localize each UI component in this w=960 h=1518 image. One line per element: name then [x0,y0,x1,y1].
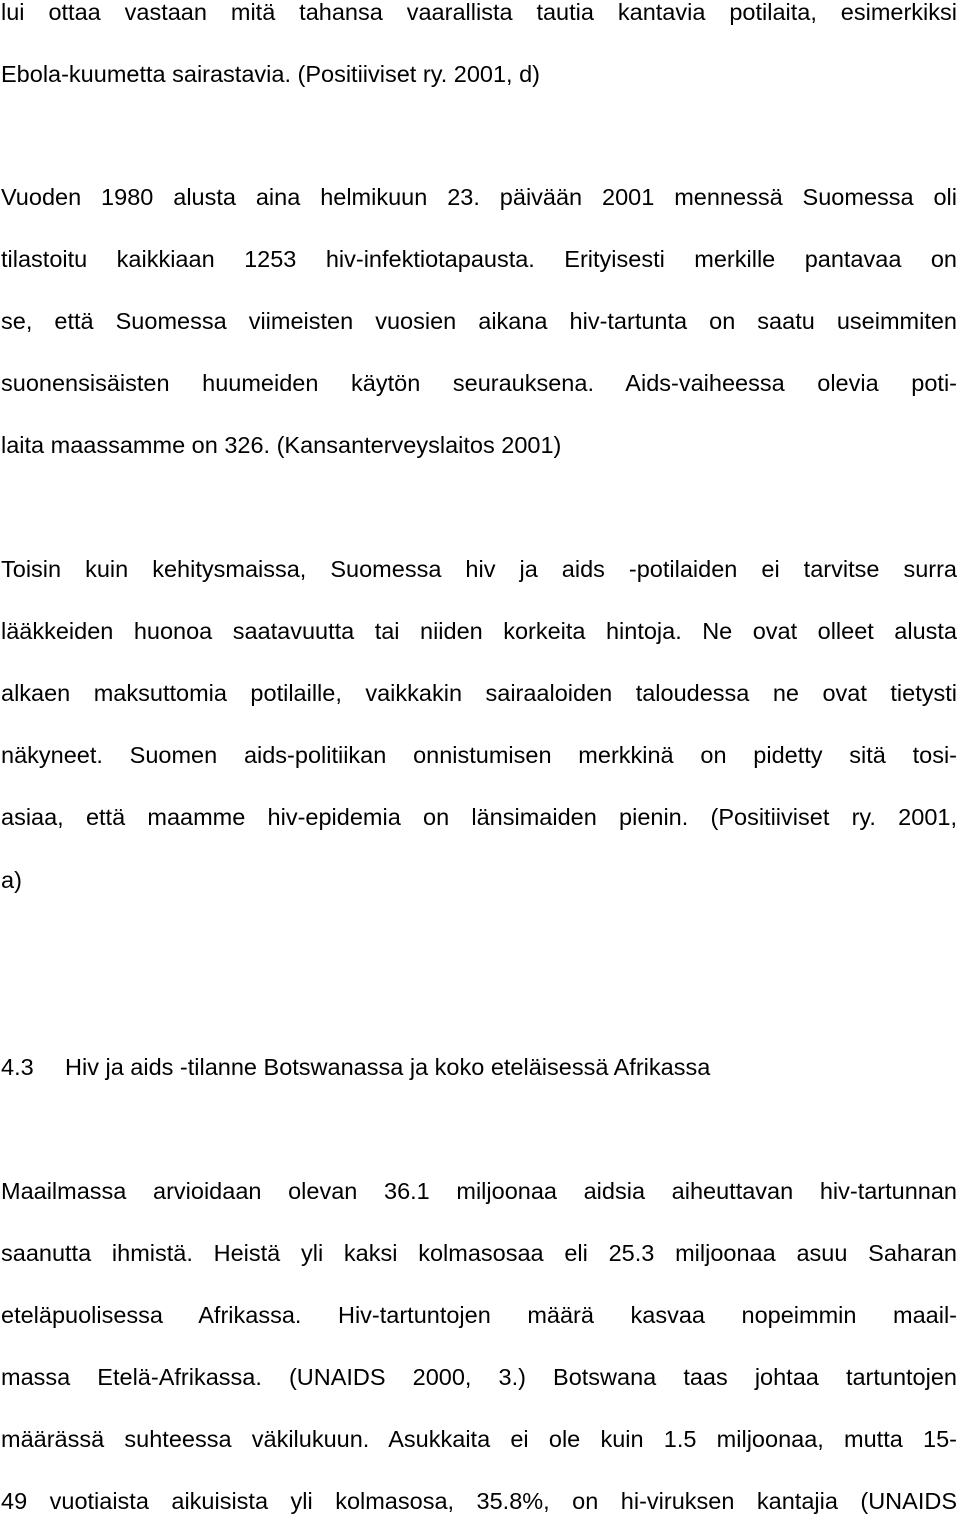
paragraph-3-line-6: a) [1,867,22,893]
section-number: 4.3 [1,1054,34,1080]
paragraph-4-line-3: eteläpuolisessa Afrikassa. Hiv-tartuntojen määrä kasvaa nopeimmin maail- [1,1302,957,1328]
paragraph-3-line-1: Toisin kuin kehitysmaissa, Suomessa hiv ja aids -potilaiden ei tarvitse surra [1,556,957,582]
paragraph-3-line-2: lääkkeiden huonoa saatavuutta tai niiden korkeita hintoja. Ne ovat olleet alusta [1,618,957,644]
section-heading [1,1053,710,1081]
paragraph-3-line-4: näkyneet. Suomen aids-politiikan onnistumisen merkkinä on pidetty sitä tosi- [1,742,957,768]
paragraph-2-line-3: se, että Suomessa viimeisten vuosien aikana hiv-tartunta on saatu useimmiten [1,308,957,334]
paragraph-3-line-3: alkaen maksuttomia potilaille, vaikkakin sairaaloiden taloudessa ne ovat tietysti [1,680,957,706]
paragraph-4-line-4: massa Etelä-Afrikassa. (UNAIDS 2000, 3.) Botswana taas johtaa tartuntojen [1,1364,957,1390]
paragraph-4-line-6: 49 vuotiaista aikuisista yli kolmasosa, 35.8%, on hi-viruksen kantajia (UNAIDS [1,1488,957,1514]
paragraph-4-line-5: määrässä suhteessa väkilukuun. Asukkaita ei ole kuin 1.5 miljoonaa, mutta 15- [1,1426,957,1452]
paragraph-2-line-4: suonensisäisten huumeiden käytön seurauksena. Aids-vaiheessa olevia poti- [1,370,957,396]
paragraph-2-line-2: tilastoitu kaikkiaan 1253 hiv-infektiotapausta. Erityisesti merkille pantavaa on [1,246,957,272]
paragraph-2-line-1: Vuoden 1980 alusta aina helmikuun 23. päivään 2001 mennessä Suomessa oli [1,184,957,210]
paragraph-4-line-2: saanutta ihmistä. Heistä yli kaksi kolmasosaa eli 25.3 miljoonaa asuu Saharan [1,1240,957,1266]
paragraph-3-line-5: asiaa, että maamme hiv-epidemia on länsimaiden pienin. (Positiiviset ry. 2001, [1,804,957,830]
section-title: Hiv ja aids -tilanne Botswanassa ja koko eteläisessä Afrikassa [65,1054,711,1080]
paragraph-4-line-1: Maailmassa arvioidaan olevan 36.1 miljoonaa aidsia aiheuttavan hiv-tartunnan [1,1178,957,1204]
paragraph-2-line-5: laita maassamme on 326. (Kansanterveyslaitos 2001) [1,432,562,458]
paragraph-1-line-1: lui ottaa vastaan mitä tahansa vaarallista tautia kantavia potilaita, esimerkiksi [1,0,957,25]
paragraph-1-line-2: Ebola-kuumetta sairastavia. (Positiiviset ry. 2001, d) [1,61,540,87]
